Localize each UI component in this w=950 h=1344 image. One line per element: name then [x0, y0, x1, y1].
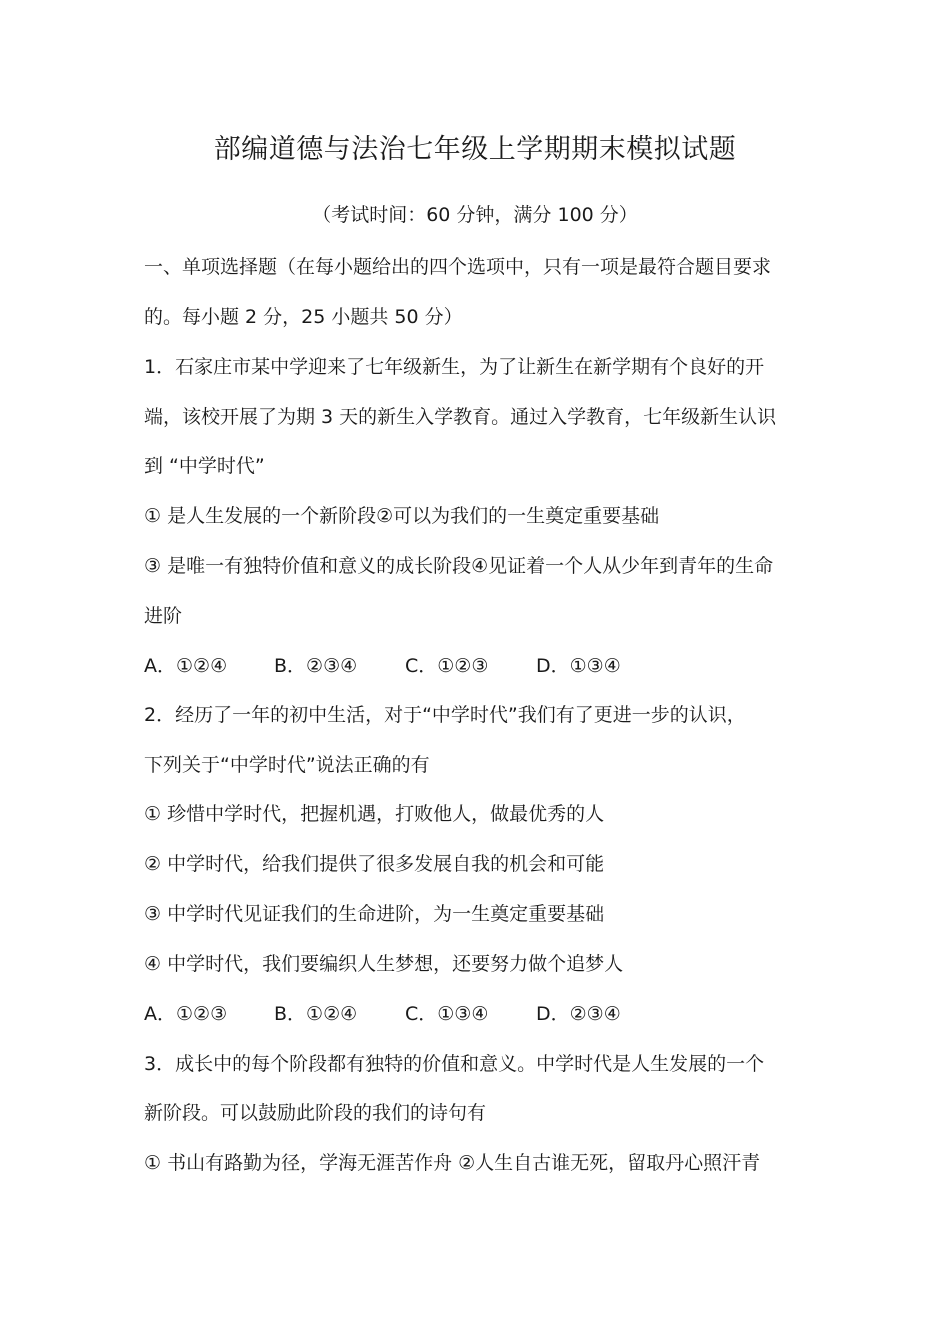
q3-stem-line-1: 3．成长中的每个阶段都有独特的价值和意义。中学时代是人生发展的一个: [144, 1053, 765, 1075]
q2-option-d: D．②③④: [536, 1003, 621, 1025]
q2-statement-2: ② 中学时代，给我们提供了很多发展自我的机会和可能: [144, 853, 605, 875]
q1-statement-3: 进阶: [144, 605, 183, 627]
q2-option-a: A．①②③: [144, 1003, 228, 1025]
section-heading-line-1: 一、单项选择题（在每小题给出的四个选项中，只有一项是最符合题目要求: [144, 256, 772, 278]
q1-option-b: B．②③④: [274, 655, 358, 677]
q2-statement-1: ① 珍惜中学时代，把握机遇，打败他人，做最优秀的人: [144, 803, 605, 825]
q1-statement-1: ① 是人生发展的一个新阶段②可以为我们的一生奠定重要基础: [144, 505, 660, 527]
q2-stem-line-1: 2．经历了一年的初中生活，对于“中学时代”我们有了更进一步的认识，: [144, 704, 746, 726]
q1-options: [144, 651, 824, 681]
q2-statement-3: ③ 中学时代见证我们的生命进阶，为一生奠定重要基础: [144, 903, 605, 925]
q2-statement-4: ④ 中学时代，我们要编织人生梦想，还要努力做个追梦人: [144, 953, 624, 975]
q1-statement-2: ③ 是唯一有独特价值和意义的成长阶段④见证着一个人从少年到青年的生命: [144, 555, 774, 577]
section-heading-line-2: 的。每小题 2 分，25 小题共 50 分）: [144, 306, 463, 328]
q3-statement-1: ① 书山有路勤为径，学海无涯苦作舟 ②人生自古谁无死，留取丹心照汗青: [144, 1152, 761, 1174]
exam-info: （考试时间：60 分钟，满分 100 分）: [312, 204, 638, 226]
q2-stem-line-2: 下列关于“中学时代”说法正确的有: [144, 754, 430, 776]
q1-option-a: A．①②④: [144, 655, 228, 677]
q1-stem-line-1: 1．石家庄市某中学迎来了七年级新生，为了让新生在新学期有个良好的开: [144, 356, 765, 378]
q1-option-d: D．①③④: [536, 655, 621, 677]
q3-stem-line-2: 新阶段。可以鼓励此阶段的我们的诗句有: [144, 1102, 487, 1124]
q1-option-c: C．①②③: [405, 655, 489, 677]
q2-options: [144, 999, 824, 1029]
page-title: 部编道德与法治七年级上学期期末模拟试题: [213, 134, 737, 165]
q1-stem-line-2: 端，该校开展了为期 3 天的新生入学教育。通过入学教育，七年级新生认识: [144, 406, 777, 428]
q2-option-b: B．①②④: [274, 1003, 358, 1025]
q1-stem-line-3: 到 “中学时代”: [144, 455, 265, 477]
q2-option-c: C．①③④: [405, 1003, 489, 1025]
